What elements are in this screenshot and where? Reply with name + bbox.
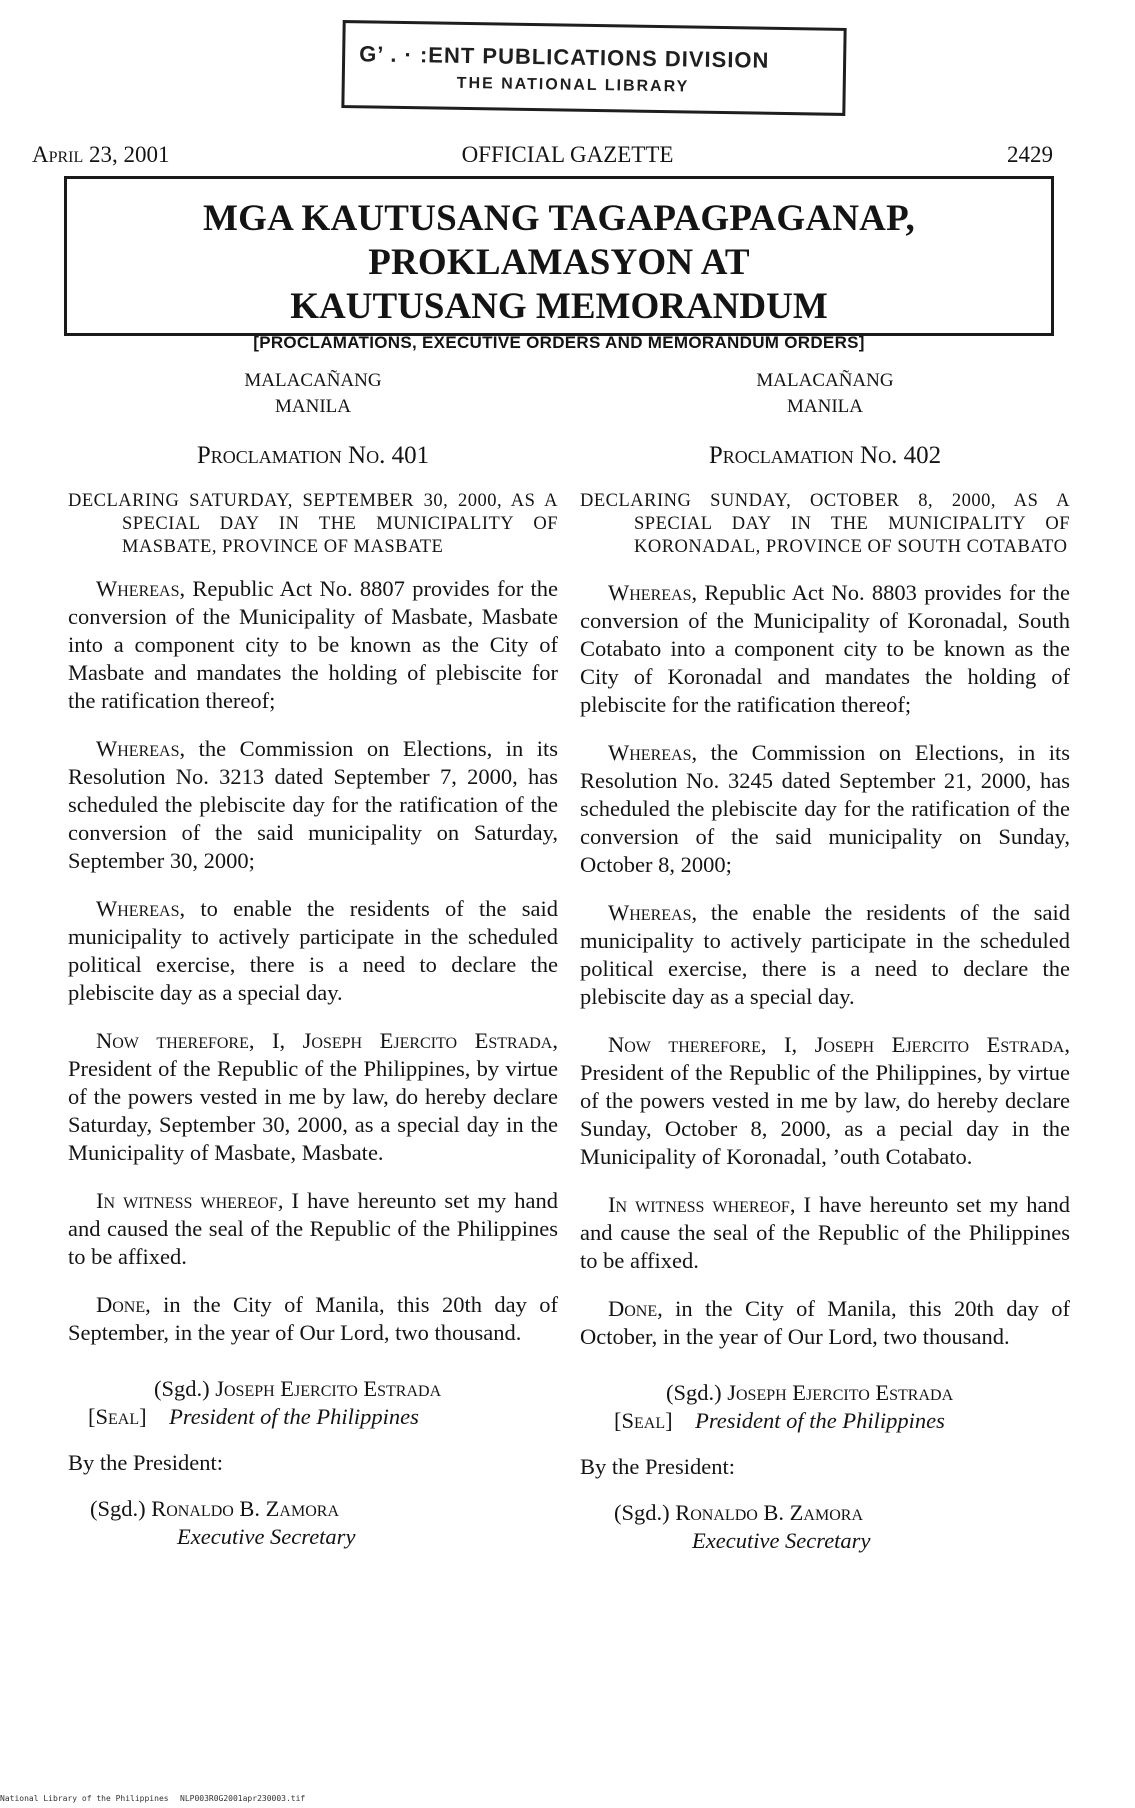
section-banner xyxy=(64,176,1054,352)
city-heading: MANILA xyxy=(787,396,863,417)
paragraph-text: to enable the residents of the said municipality to actively participate in the scheduled political exercise, there is a need to declare the plebiscite day as a special day. xyxy=(68,896,558,1005)
scan-footer xyxy=(0,1794,306,1803)
paragraph-lead: Whereas, xyxy=(608,900,698,925)
president-signature xyxy=(68,1375,558,1403)
president-name: Joseph Ejercito Estrada xyxy=(215,1376,442,1401)
paragraph-text: the Commission on Elections, in its Resolution No. 3213 dated September 7, 2000, has scheduled the plebiscite day for the ratification of the conversion of the said municipality on Saturday, September 30, 2000; xyxy=(68,736,558,873)
secretary-name: Ronaldo B. Zamora xyxy=(675,1500,863,1525)
whereas-paragraph-3 xyxy=(68,895,558,1007)
now-therefore-paragraph xyxy=(580,1031,1070,1171)
secretary-name: Ronaldo B. Zamora xyxy=(151,1496,339,1521)
paragraph-lead: Done, xyxy=(608,1296,663,1321)
stamp-line-1: G’ . · :ENT PUBLICATIONS DIVISION xyxy=(358,41,770,73)
witness-paragraph xyxy=(580,1191,1070,1275)
signature-block xyxy=(580,1379,1070,1555)
paragraph-text: in the City of Manila, this 20th day of October, in the year of Our Lord, two thousand. xyxy=(580,1296,1070,1349)
paragraph-lead: In witness whereof, xyxy=(96,1188,284,1213)
paragraph-text: I have hereunto set my hand and cause the seal of the Republic of the Philippines to be affixed. xyxy=(580,1192,1070,1273)
paragraph-text: in the City of Manila, this 20th day of September, in the year of Our Lord, two thousand. xyxy=(68,1292,558,1345)
library-stamp xyxy=(341,20,846,116)
city-heading: MANILA xyxy=(275,396,351,417)
sgd-label: (Sgd.) xyxy=(614,1500,670,1525)
seal-label: [Seal] xyxy=(614,1408,673,1433)
signature-block xyxy=(68,1375,558,1551)
sgd-label: (Sgd.) xyxy=(154,1376,210,1401)
president-name: Joseph Ejercito Estrada xyxy=(727,1380,954,1405)
paragraph-lead: Done, xyxy=(96,1292,151,1317)
paragraph-text: the enable the residents of the said municipality to actively participate in the scheduled political exercise, there is a need to declare the plebiscite day as a special day. xyxy=(580,900,1070,1009)
page-number: 2429 xyxy=(1007,142,1053,167)
gazette-date: April 23, 2001 xyxy=(32,142,170,167)
sgd-label: (Sgd.) xyxy=(666,1380,722,1405)
proclamation-number: Proclamation No. 401 xyxy=(196,442,430,469)
president-title: President of the Philippines xyxy=(169,1404,419,1429)
whereas-paragraph-1 xyxy=(580,579,1070,719)
done-paragraph xyxy=(68,1291,558,1347)
stamp-line-2: THE NATIONAL LIBRARY xyxy=(456,74,690,96)
paragraph-lead: Now therefore, I, Joseph Ejercito Estrada, xyxy=(608,1032,1070,1057)
proclamation-402-column xyxy=(580,368,1070,1555)
paragraph-lead: Whereas, xyxy=(96,896,186,921)
paragraph-text: President of the Republic of the Philippines, by virtue of the powers vested in me by law, do hereby declare Sunday, October 8, 2000, as a pecial day in the Municipality of Koronadal, ’outh Cotabato. xyxy=(580,1060,1070,1169)
paragraph-text: I have hereunto set my hand and caused the seal of the Republic of the Philippines to be affixed. xyxy=(68,1188,558,1269)
paragraph-lead: Whereas, xyxy=(608,580,698,605)
palace-heading: MALACAÑANG xyxy=(756,370,894,391)
by-the-president: By the President: xyxy=(580,1454,735,1479)
paragraph-lead: In witness whereof, xyxy=(608,1192,796,1217)
paragraph-text: the Commission on Elections, in its Resolution No. 3245 dated September 21, 2000, has scheduled the plebiscite day for the ratification of the conversion of the said municipality on Sunday, October 8, 2000; xyxy=(580,740,1070,877)
president-signature xyxy=(580,1379,1070,1407)
president-title-line xyxy=(68,1403,558,1431)
proclamation-number: Proclamation No. 402 xyxy=(708,442,942,469)
whereas-paragraph-2 xyxy=(580,739,1070,879)
secretary-signature xyxy=(68,1495,558,1523)
gazette-title: OFFICIAL GAZETTE xyxy=(461,142,674,167)
proclamation-401-column xyxy=(68,368,558,1551)
proclamation-subject: DECLARING SATURDAY, SEPTEMBER 30, 2000, AS A SPECIAL DAY IN THE MUNICIPALITY OF MASBATE, PROVINCE OF MASBATE xyxy=(68,491,558,557)
paragraph-lead: Now therefore, I, Joseph Ejercito Estrada, xyxy=(96,1028,558,1053)
whereas-paragraph-1 xyxy=(68,575,558,715)
whereas-paragraph-3 xyxy=(580,899,1070,1011)
now-therefore-paragraph xyxy=(68,1027,558,1167)
sgd-label: (Sgd.) xyxy=(90,1496,146,1521)
president-title: President of the Philippines xyxy=(695,1408,945,1433)
paragraph-text: Republic Act No. 8803 provides for the conversion of the Municipality of Koronadal, South Cotabato into a component city to be known as the City of Koronadal and mandates the holding of plebiscite for the ratification thereof; xyxy=(580,580,1070,717)
proclamation-subject: DECLARING SUNDAY, OCTOBER 8, 2000, AS A SPECIAL DAY IN THE MUNICIPALITY OF KORONADAL, PROVINCE OF SOUTH COTABATO xyxy=(580,491,1070,557)
secretary-title: Executive Secretary xyxy=(692,1528,871,1553)
palace-heading: MALACAÑANG xyxy=(244,370,382,391)
paragraph-text: Republic Act No. 8807 provides for the conversion of the Municipality of Masbate, Masbate into a component city to be known as the City of Masbate and mandates the holding of plebiscite for the ratification thereof; xyxy=(68,576,558,713)
paragraph-lead: Whereas, xyxy=(608,740,698,765)
done-paragraph xyxy=(580,1295,1070,1351)
paragraph-text: President of the Republic of the Philippines, by virtue of the powers vested in me by law, do hereby declare Saturday, September 30, 2000, as a special day in the Municipality of Masbate, Masbate. xyxy=(68,1056,558,1165)
footer-source: National Library of the Philippines xyxy=(0,1794,169,1803)
by-the-president: By the President: xyxy=(68,1450,223,1475)
paragraph-lead: Whereas, xyxy=(96,736,186,761)
banner-title-line-2: KAUTUSANG MEMORANDUM xyxy=(290,286,828,327)
whereas-paragraph-2 xyxy=(68,735,558,875)
secretary-signature xyxy=(580,1499,1070,1527)
banner-title-line-1: MGA KAUTUSANG TAGAPAGPAGANAP, PROKLAMASYON AT xyxy=(203,198,915,283)
seal-label: [Seal] xyxy=(88,1404,147,1429)
footer-filename: NLP003R0G2001apr230003.tif xyxy=(180,1794,306,1803)
banner-subtitle: [PROCLAMATIONS, EXECUTIVE ORDERS AND MEMORANDUM ORDERS] xyxy=(253,333,865,352)
secretary-title: Executive Secretary xyxy=(177,1524,356,1549)
president-title-line xyxy=(580,1407,1070,1435)
witness-paragraph xyxy=(68,1187,558,1271)
paragraph-lead: Whereas, xyxy=(96,576,186,601)
